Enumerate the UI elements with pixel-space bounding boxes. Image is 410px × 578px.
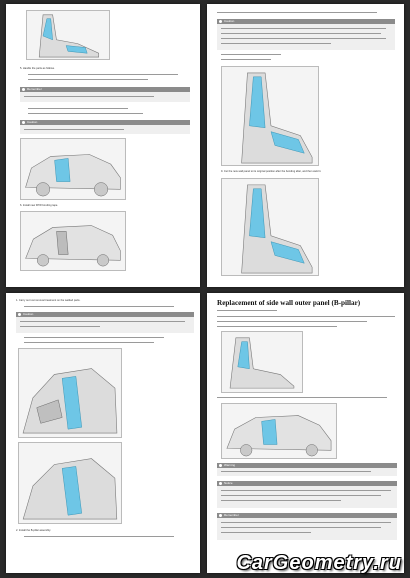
info-icon <box>219 514 222 517</box>
info-icon <box>22 88 25 91</box>
wall-panel-figure <box>221 66 319 166</box>
scenario-a-figure <box>221 331 303 393</box>
scenario-b-figure <box>221 403 337 459</box>
document-page-top-left <box>6 4 200 287</box>
step-6-label: 6. Install new FPW bonding tape. <box>20 204 59 207</box>
caution-bar: Caution <box>217 19 395 24</box>
watermark-logo: CarGeometry.ru <box>236 552 402 574</box>
info-icon <box>219 482 222 485</box>
wall-panel-drawing <box>222 67 318 165</box>
notice-bar: Notice <box>217 481 397 486</box>
remember-bar: Remember <box>217 513 397 518</box>
caution-bar: Caution <box>16 312 194 317</box>
step-9-label: 9. Cut the new wall panel to its original position after the bonding after, and then weld it. <box>221 170 322 173</box>
step-1-label: 1. Carry out rust removal treatment on the welded parts. <box>16 299 81 302</box>
car-side-drawing <box>21 139 125 199</box>
warning-icon <box>18 313 21 316</box>
rust-treatment-figure <box>18 348 122 438</box>
warning-icon <box>219 464 222 467</box>
weld-figure <box>221 178 319 276</box>
scenario-b-drawing <box>222 404 336 458</box>
page-title: Replacement of side wall outer panel (B-pillar) <box>217 299 361 307</box>
warning-icon <box>22 121 25 124</box>
bonding-tape-figure <box>20 211 126 271</box>
scenario-a-drawing <box>222 332 302 392</box>
weld-drawing <box>222 179 318 275</box>
assembly-drawing <box>19 443 121 523</box>
remember-bar: Remember <box>20 87 190 92</box>
warning-bar: Warning <box>217 463 397 468</box>
caution-bar: Caution <box>20 120 190 125</box>
rust-treatment-drawing <box>19 349 121 437</box>
b-pillar-drawing <box>27 11 109 59</box>
caution-note <box>16 317 194 333</box>
step-5-label: 5. Handle the parts as follows. <box>20 67 55 70</box>
document-page-top-right <box>207 4 404 287</box>
assembly-figure <box>18 442 122 524</box>
warning-icon <box>219 20 222 23</box>
step-2-label: 2. Install the B-pillar assembly. <box>16 529 52 532</box>
car-side-figure <box>20 138 126 200</box>
document-page-bottom-left <box>6 293 200 573</box>
document-page-bottom-right <box>207 293 404 573</box>
b-pillar-figure <box>26 10 110 60</box>
bonding-tape-drawing <box>21 212 125 270</box>
